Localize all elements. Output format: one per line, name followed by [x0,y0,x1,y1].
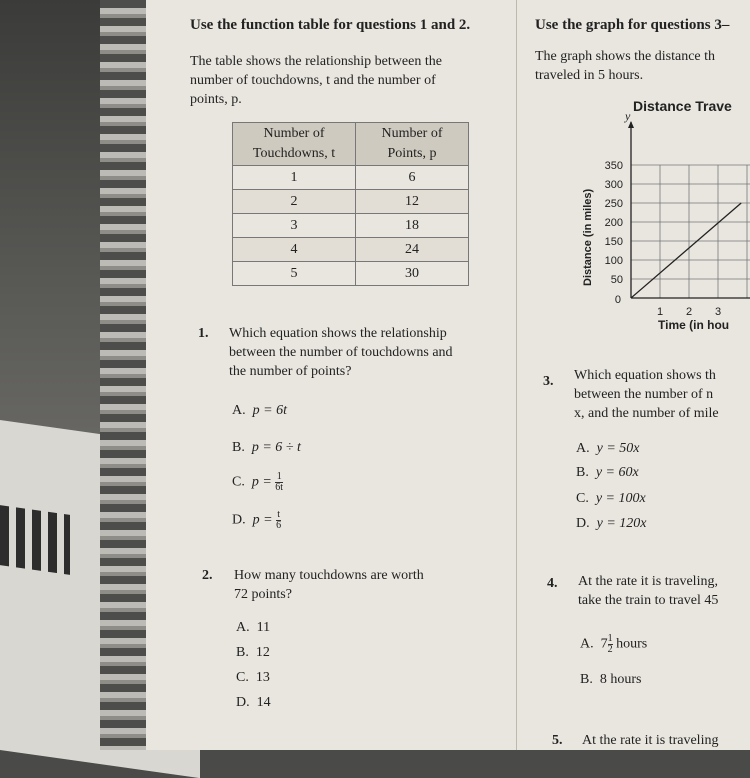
y-tick-label: 250 [604,198,623,210]
y-tick-label: 50 [610,274,623,286]
answer-option[interactable]: B. 8 hours [580,672,642,687]
question-text: take the train to travel 45 [578,593,719,608]
x-tick-label: 1 [656,306,664,318]
question-text: At the rate it is traveling [582,733,719,748]
table-row: 2 12 [233,190,469,214]
question-number: 1. [198,326,209,341]
table-row: 4 24 [233,238,469,262]
answer-option[interactable]: C. p = $\frac{1}{6t}$ [232,471,284,493]
right-heading: Use the graph for questions 3– [535,17,730,33]
table-row: 5 30 [233,262,469,286]
spiral-binding [100,0,146,750]
answer-option[interactable]: A. 11 [236,620,271,635]
distance-graph [575,108,750,338]
series-line [631,203,741,298]
left-heading: Use the function table for questions 1 and 2. [190,17,471,33]
y-tick-label: 300 [604,179,623,191]
x-tick-label: 3 [714,306,722,318]
y-tick-label: 350 [604,160,623,172]
question-text: 72 points? [234,587,292,602]
underlying-paper-pattern [0,505,70,575]
answer-option[interactable]: C. y = 100x [576,491,646,506]
question-number: 2. [202,568,213,583]
table-row: 1 6 [233,166,469,190]
function-table [232,122,469,286]
answer-option[interactable]: C. 13 [236,670,270,685]
answer-option[interactable]: D. y = 120x [576,516,647,531]
question-text: At the rate it is traveling, [578,574,718,589]
question-number: 4. [547,576,558,591]
y-axis-variable: y [625,109,631,123]
right-intro-line: traveled in 5 hours. [535,68,644,83]
graph-title: Distance Trave [633,98,732,114]
table-header: Number of Points, p [356,123,469,166]
answer-option[interactable]: B. 12 [236,645,270,660]
y-tick-label: 200 [604,217,623,229]
x-tick-label: 2 [685,306,693,318]
y-tick-label: 100 [604,255,623,267]
answer-option[interactable]: B. p = 6 ÷ t [232,440,301,455]
y-axis-label: Distance (in miles) [582,188,594,286]
answer-option[interactable]: D. p = $\frac{t}{6}$ [232,509,282,531]
question-text: between the number of n [574,387,714,402]
question-text: between the number of touchdowns and [229,345,453,360]
x-axis-label: Time (in hou [658,318,730,332]
question-text: Which equation shows th [574,368,716,383]
answer-option[interactable]: B. y = 60x [576,465,639,480]
answer-option[interactable]: A. 7 $\frac{1}{2}$ hours [580,633,648,655]
origin-label: 0 [614,294,621,306]
answer-option[interactable]: D. 14 [236,695,271,710]
right-intro-line: The graph shows the distance th [535,49,716,64]
y-tick-label: 150 [604,236,623,248]
left-intro-line: number of touchdowns, t and the number of [190,73,436,88]
answer-option[interactable]: A. y = 50x [576,441,640,456]
column-divider [516,0,517,750]
left-intro-line: points, p. [190,92,242,107]
question-number: 5. [552,733,563,748]
question-text: How many touchdowns are worth [234,568,424,583]
left-intro-line: The table shows the relationship between the [190,54,442,69]
question-text: the number of points? [229,364,352,379]
question-text: Which equation shows the relationship [229,326,447,341]
table-row: 3 18 [233,214,469,238]
table-header: Number of Touchdowns, t [233,123,356,166]
question-text: x, and the number of mile [574,406,719,421]
question-number: 3. [543,374,554,389]
answer-option[interactable]: A. p = 6t [232,403,287,418]
